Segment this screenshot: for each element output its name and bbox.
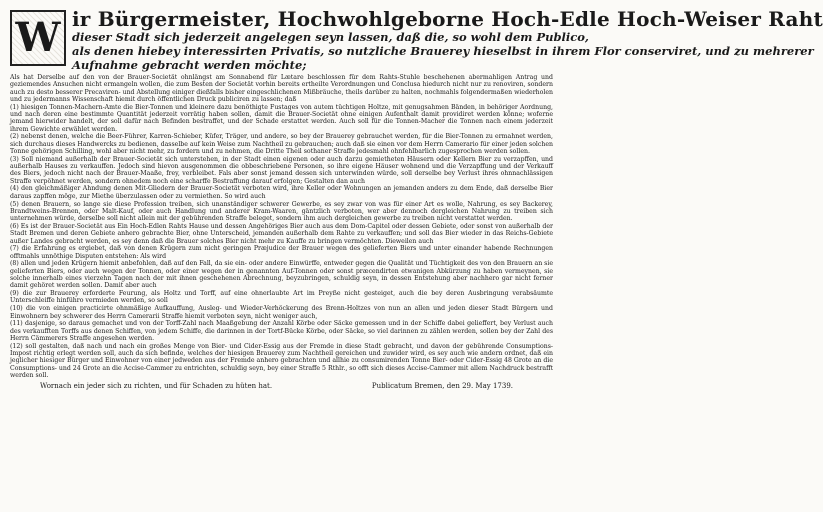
title-line-3: als denen hiebey interessirten Privatis, so nutzliche Brauerey hieselbst in ihrem Flor conserviret, und zu mehrerer Aufnahme gebracht werden möchte; — [72, 44, 814, 72]
publication-date: Publicatum Bremen, den 29. May 1739. — [371, 382, 513, 391]
paragraph-2: (2) nebenst denen, welche die Beer-Führer, Karren-Schieber, Küfer, Träger, und andere, so bey der Brauerey gebrauchet werden, für die Bier-Tonnen zu ermahnet werden, sich durchaus dieses Handwercks zu bedienen, dasselbe auf kein Weise zum Nachtheil zu gebrauchen; auch daß sie einen vor dem Herrn Camerario für einer jeden solchen Tonne gehörigen Schilling, wohl aber nicht mehr, zu fordern und zu nehmen, die Dritte Theil sothaner Straffe jedesmahl ohnfehlbarlich zugesprochen werden sollen. — [10, 133, 553, 155]
paragraph-6: (6) Es ist der Brauer-Societät aus Ein Hoch-Edlen Rahts Hause und dessen Angehöriges Bier auch aus dem Dom-Capitel oder dessen Gebiete, oder sonst von außerhalb der Stadt Bremen und deren Gebiete anhero gebrachte Bier, ohne Unterscheid, jemanden außerhalb dem Rahte zu verkauffen; und soll das Bier wieder in das Reichs-Gebiete außer Landes gebracht werden, es sey denn daß die Brauer solches Bier nicht mehr zu Kauffe zu bringen vermöchten. Dieweilen auch — [10, 222, 553, 245]
intro-paragraph: Als hat Derselbe auf den von der Brauer-Societät ohnlängst am Sonnabend für Lætare beschlossen für dem Rahts-Stuhle beschehenen abermahligen Antrag und geziemendes Ansuchen nicht ermangeln wollen, die zum Besten der Societät vorhin bereits ertheilte Verordnungen und Conclusa hiedurch nicht nur zu renoviren, sondern auch zu desto besserer Precaviren- und Abstellung einiger dießfalls bisher eingeschlichenen Mißbräuche, theils darüber zu halten, nochmahls folgendermaßen wiederholen und zu jedermanns Wissenschaft hiemit durch öffentlichen Druck publiciren zu lassen; daß — [10, 74, 553, 103]
paragraph-12: (12) soll gestalten, daß nach und nach ein großes Menge von Bier- und Cider-Essig aus der Fremde in diese Stadt gebracht, und davon der gebührende Consumptions-Impost richtig erlegt werden soll, auch da sich befinde, welches der hiesigen Brauerey zum Nachtheil gereichen und zuwider wird, es sey auch wie andern ordnet, daß ein jeglicher hiesiger Bürger und Einwohner von einer jedweden aus der Fremde anhero gebrachten und allhie zu consumirenden Tonne Bier- oder Cider-Essig 48 Grote an die Consumptions- und 24 Grote an die Accise-Cammer zu entrichten, schuldig seyn, bey einer Straffe 5 Rthlr., so offt sich dieses Accise-Cammer mit allem Nachdruck bestrafft werden soll. — [10, 342, 553, 379]
closing-statement: Wornach ein jeder sich zu richten, und für Schaden zu hüten hat. — [40, 382, 273, 391]
paragraph-10: (10) die von einigen practicirte ohnmäßige Aufkauffung, Ausleg- und Wieder-Verhöckerung des Brenn-Holtzes von nun an allen und jeden dieser Stadt Bürgern und Einwohnern bey schwerer des Herrn Camerarii Straffe hiemit verboten seyn, nicht weniger auch, — [10, 305, 553, 320]
title-block — [10, 7, 823, 72]
title-line-1: ir Bürgermeister, Hochwohlgeborne Hoch-Edle Hoch-Weiser Raht — [72, 7, 823, 31]
paragraph-9: (9) die zur Brauerey erforderte Feurung, als Holtz und Torff, auf eine ohnerlaubte Art im Preyße nicht gesteiget, auch die bey deren Ausbringung verabsäumte Unterschleiffe hinführo vermieden werden, so soll — [10, 290, 553, 305]
paragraph-5: (5) denen Brauern, so lange sie diese Profession treiben, sich unanständiger schwerer Gewerbe, es sey zwar von was für einer Art es wolle, Nahrung, es sey Backerey, Brandtweins-Brennen, oder Malt-Kauf, oder auch Handlung und anderer Kram-Waaren, gäntzlich verboten, wer aber dennoch dergleichen Nahrung zu treiben sich unternehmen würde, derselbe soll nicht allein mit der gebührenden Straffe beleget, sondern ihm auch dergleichen gewerbe zu treiben nicht verstattet werden. — [10, 200, 553, 223]
paragraph-3: (3) Soll niemand außerhalb der Brauer-Societät sich unterstehen, in der Stadt einen eigenen oder auch darzu gemietheten Häusern oder Kellern Bier zu verzapffen, und außerhalb Hauses zu verkauffen. Jedoch sind hievon ausgenommen die obbeschriebene Personen, so ihre eigene Häuser wohnend und die Verzapffung und der Verkauff des Biers, jedoch nicht nach der Brauer-Maaße, frey, verbleibet. Fals aber sonst jemand dessen sich unterwinden würde, soll derselbe bey Verlust ihres ohnnachlässigen Straffe verpöhnet werden, sondern ohnedem noch eine scharffe Bestraffung darauf erfolgen; Gestalten dan auch — [10, 155, 553, 185]
paragraph-7: (7) die Erfahrung es ergiebet, daß von denen Krügern zum nicht geringen Præjudice der Brauer wegen des gelieferten Biers und unter einander habende Rechnungen offtmahls unnöthige Disputen entstehen: Als wird — [10, 245, 553, 260]
paragraph-11: (11) dasjenige, so daraus gemachet und von der Torff-Zahl nach Maaßgebung der Anzahl Körbe oder Säcke gemessen und in der Schiffe dabei gelieffert, bey Verlust auch des verkaufften Torffs aus denen Schiffen, von jedem Schiffe, die darinnen in der Tortf-Bücke Körbe, oder Säcke, so viel darinnen zu zählen werden, sollen bey der Zahl des Herrn Cämmerers Straffe angesehen werden. — [10, 320, 553, 342]
title-text — [72, 8, 823, 72]
title-line-2: dieser Stadt sich jederzeit angelegen seyn lassen, daß die, so wohl dem Publico, — [72, 30, 589, 44]
paragraph-4: (4) den gleichmäßiger Ahndung denen Mit-Gliedern der Brauer-Societät verboten wird, ihre Keller oder Wohnungen an jemanden anders zu dem Ende, daß derselbe Bier daraus zapffen möge, zur Miethe überzulassen oder zu vermiethen. So wird auch — [10, 185, 553, 200]
paragraph-1: (1) hiesigen Tonnen-Machern-Amte die Bier-Tonnen und kleinere dazu benöthigte Fustages von autem tüchtigen Holtze, mit genugsahmen Bänden, in behöriger Aordnung, und nach deren eine bestimmte Quantität jederzeit vorrätig haben sollen, damit die Brauer-Societät ohne einigen Aufenthalt damit providiret werden könne; woferne jemand hierwider handelt, der soll dafür nach Befinden bestraffet, und der Schade erstattet werden. Auch soll für die Tonnen-Macher die Tonnen nach einem jederzeit ihrem Gewichte erwählet werden. — [10, 103, 553, 133]
footer — [10, 382, 553, 391]
paragraph-8: (8) allen und jeden Krügern hiemit anbefohlen, daß auf den Fall, da sie ein- oder andere Einwürffe, entweder gegen die Qualität und Tüchtigkeit des von den Brauern an sie gelieferten Biers, oder auch wegen der Tonnen, oder einer wegen der in genannten Auf-Tonnen oder sonst præcendirten etwanigen Abkürzung zu haben vermeynen, sie solche innerhalb eines vierzehn Tagen nach der mit ihnen geschehenen Abrechnung, beyzubringen, schuldig seyn, in dessen Entstehung aber nachhero gar nicht ferner damit gehöret werden sollen. Damit aber auch — [10, 260, 553, 290]
decorated-initial: W — [10, 10, 66, 66]
